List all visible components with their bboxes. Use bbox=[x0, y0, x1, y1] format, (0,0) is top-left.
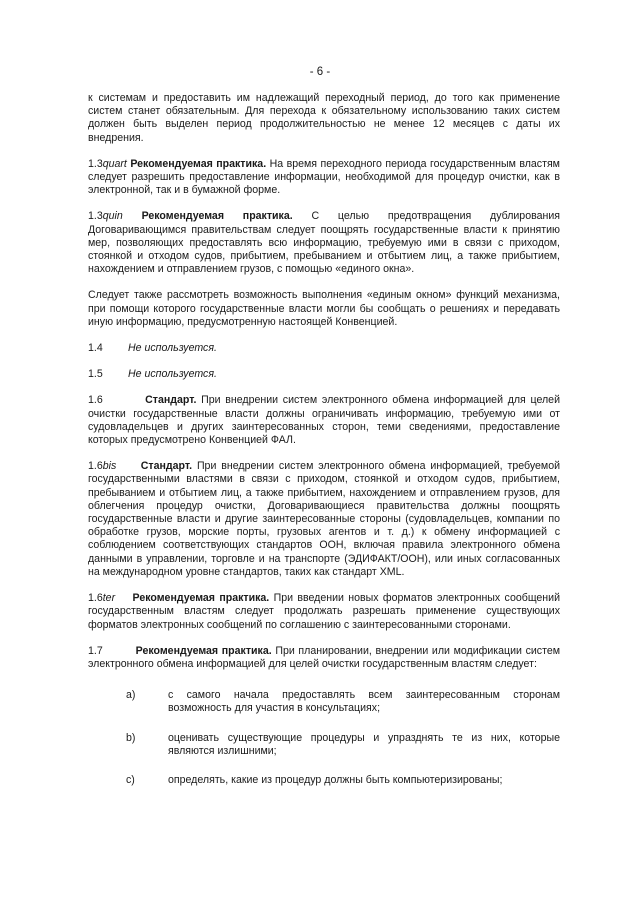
paragraph-text: При планировании, внедрении или модификации систем электронного обмена информацией для целей очистки государственным властям следует: bbox=[88, 644, 561, 670]
paragraph-1-6ter bbox=[88, 592, 560, 632]
recommendation-list bbox=[88, 689, 560, 787]
paragraph-suffix: quin bbox=[102, 210, 123, 223]
paragraph-heading: Стандарт. bbox=[145, 394, 197, 407]
paragraph-text: На время переходного периода государственным властям следует разрешить предоставление информации, необходимой для процедур очистки, как в электронной, так и в бумажной форме. bbox=[88, 157, 560, 197]
paragraph-number: 1.6 bbox=[88, 394, 103, 407]
paragraph-1-6 bbox=[88, 394, 560, 447]
list-item-text: с самого начала предоставлять всем заинтересованным сторонам возможность для участия в консультациях; bbox=[168, 689, 560, 715]
paragraph-text: Не используется. bbox=[128, 368, 217, 381]
paragraph-number: 1.7 bbox=[88, 644, 103, 657]
paragraph-suffix: ter bbox=[102, 592, 116, 605]
paragraph-heading: Рекомендуемая практика. bbox=[132, 592, 270, 605]
paragraph-1-5 bbox=[88, 368, 560, 381]
paragraph-text: С целью предотвращения дублирования Договаривающимся правительствам следует поощрять государственные власти к принятию мер, позволяющих предоставлять всю информацию, требуемую ими в связи с приходом, стоянкой и отходом судов, прибытием, пребыванием и отбытием лиц, а также прибытием, нахождением и отправлением грузов, с помощью «единого окна». bbox=[88, 210, 560, 276]
paragraph-number: 1.3 bbox=[88, 157, 103, 170]
paragraph-text: Не используется. bbox=[128, 342, 217, 355]
paragraph-number: 1.6 bbox=[88, 592, 103, 605]
paragraph-1-4 bbox=[88, 342, 560, 355]
paragraph-1-7 bbox=[88, 645, 560, 671]
paragraph-heading: Рекомендуемая практика. bbox=[141, 210, 293, 223]
paragraph-heading: Стандарт. bbox=[140, 460, 193, 473]
paragraph-text: При внедрении систем электронного обмена информацией для целей очистки государственные власти должны ограничивать информацию, требуемую ими от судовладельцев и других заинтересованных сторон, теми сведениями, предоставление которых предусмотрено Конвенцией ФАЛ. bbox=[88, 394, 560, 447]
list-item-letter: a) bbox=[126, 689, 136, 702]
paragraph-number: 1.4 bbox=[88, 342, 103, 355]
list-item-letter: c) bbox=[126, 773, 135, 786]
paragraph-text: При введении новых форматов электронных сообщений государственным властям следует продолжать разрешать применение существующих форматов электронных сообщений по соглашению с заинтересованными сторонами. bbox=[88, 592, 560, 631]
list-item bbox=[88, 732, 560, 758]
document-body bbox=[88, 92, 560, 803]
paragraph-number: 1.6 bbox=[88, 460, 103, 473]
list-item-letter: b) bbox=[126, 731, 136, 744]
list-item-text: оценивать существующие процедуры и упразднять те из них, которые являются излишними; bbox=[168, 731, 560, 757]
paragraph-number: 1.3 bbox=[88, 210, 103, 223]
page-number: - 6 - bbox=[309, 66, 331, 78]
paragraph-text: При внедрении систем электронного обмена информацией, требуемой государственными властями в связи с приходом, стоянкой и отходом судов, прибытием, пребыванием и отбытием лиц, а также прибытием, нахождением и отправлением грузов, для облегчения процедур очистки, Договаривающиеся правительства должны поощрять государственные власти и другие заинтересованные стороны (судовладельцев, компании по обработке грузов, морские порты, грузовых агентов и т. д.) к обмену информацией с соблюдением соответствующих стандартов ООН, включая правила электронного обмена данными в управлении, торговле и на транспорте (ЭДИФАКТ/ООН), или иных согласованных на международном уровне стандартов, таких как стандарт XML. bbox=[88, 460, 561, 578]
list-item bbox=[88, 774, 560, 787]
paragraph-suffix: quart bbox=[102, 157, 127, 170]
paragraph-number: 1.5 bbox=[88, 368, 103, 381]
list-item bbox=[88, 689, 560, 715]
paragraph-1-6bis bbox=[88, 460, 560, 579]
paragraph-heading: Рекомендуемая практика. bbox=[130, 157, 267, 170]
intro-paragraph: к системам и предоставить им надлежащий переходный период, до того как применение систем станет обязательным. Для перехода к обязательному использованию таких систем должен быть выделен период продолжительностью не менее 12 месяцев с даты их внедрения. bbox=[88, 92, 560, 144]
list-item-text: определять, какие из процедур должны быть компьютеризированы; bbox=[168, 773, 503, 786]
single-window-paragraph: Следует также рассмотреть возможность выполнения «единым окном» функций механизма, при помощи которого государственные власти могли бы сообщать о решениях и передавать иную информацию, предусмотренную настоящей Конвенцией. bbox=[88, 289, 560, 328]
paragraph-1-3quin bbox=[88, 210, 560, 276]
paragraph-heading: Рекомендуемая практика. bbox=[135, 644, 272, 657]
paragraph-suffix: bis bbox=[102, 460, 117, 473]
paragraph-1-3quart bbox=[88, 158, 560, 198]
